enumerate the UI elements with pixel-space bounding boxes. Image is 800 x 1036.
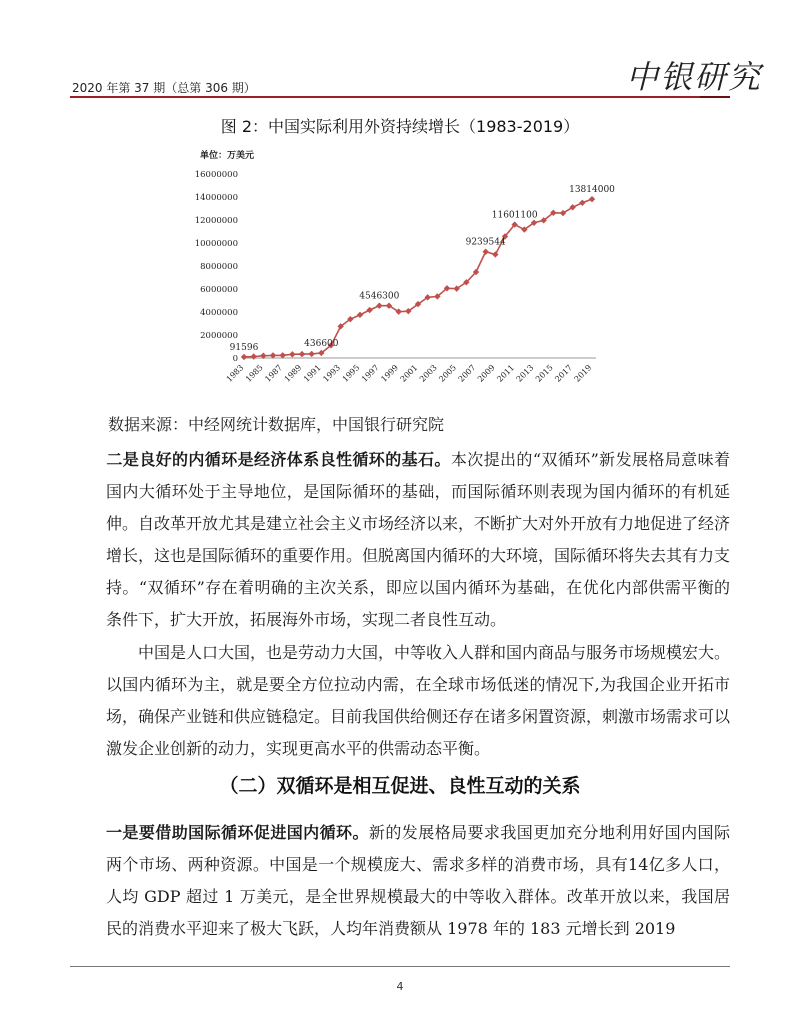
- line-chart: [194, 142, 615, 392]
- data-label: 91596: [229, 342, 259, 353]
- data-point: [579, 200, 585, 206]
- section-subheading: （二）双循环是相互促进、良性互动的关系: [219, 775, 581, 797]
- x-tick-label: 2003: [417, 363, 439, 384]
- paragraph-2: [106, 637, 730, 765]
- data-label: 436600: [304, 338, 339, 349]
- paragraph-3-lead: 一是要借助国际循环促进国内循环。: [106, 823, 369, 842]
- y-tick-label: 4000000: [200, 308, 238, 318]
- paragraph-2-text: 中国是人口大国，也是劳动力大国，中等收入人群和国内商品与服务市场规模宏大。以国内循环为主，就是要全方位拉动内需，在全球市场低迷的情况下,为我国企业开拓市场，确保产业链和供应链稳定。目前我国供给侧还存在诸多闲置资源，刺激市场需求可以激发企业创新的动力，实现更高水平的供需动态平衡。: [106, 643, 731, 758]
- header-rule: [70, 96, 730, 98]
- data-label: 9239544: [465, 237, 506, 248]
- x-tick-label: 2017: [553, 363, 575, 384]
- x-tick-label: 1989: [282, 363, 304, 384]
- x-tick-label: 1995: [340, 363, 362, 384]
- x-tick-label: 2007: [456, 363, 478, 384]
- data-point: [299, 351, 305, 357]
- data-point: [357, 312, 363, 318]
- chart-unit-label: 单位：万美元: [200, 151, 255, 161]
- data-point: [482, 249, 488, 255]
- paragraph-1-lead: 二是良好的内循环是经济体系良性循环的基石。: [106, 450, 451, 469]
- x-tick-label: 2019: [572, 363, 594, 384]
- footer-rule: [70, 966, 730, 967]
- data-point: [589, 196, 595, 202]
- data-point: [492, 251, 498, 257]
- figure-title: 图 2：中国实际利用外资持续增长（1983-2019）: [220, 117, 580, 136]
- x-tick-label: 1983: [224, 363, 246, 384]
- y-tick-label: 16000000: [194, 170, 238, 180]
- x-tick-label: 2009: [475, 363, 497, 384]
- x-tick-label: 1993: [321, 363, 343, 384]
- data-point: [376, 303, 382, 309]
- series-line: [244, 199, 592, 357]
- x-tick-label: 2013: [514, 363, 536, 384]
- y-tick-label: 14000000: [194, 193, 238, 203]
- paragraph-3-text: 新的发展格局要求我国更加充分地利用好国内国际两个市场、两种资源。中国是一个规模庞大、需求多样的消费市场，具有14亿多人口，人均 GDP 超过 1 万美元，是全世界规模最大的中等收入群体。改革开放以来，我国居民的消费水平迎来了极大飞跃，人均年消费额从 1978 年的 183 元增长到 2019: [106, 823, 730, 938]
- page-number: 4: [396, 980, 404, 993]
- x-tick-label: 2005: [437, 363, 459, 384]
- data-point: [250, 353, 256, 359]
- y-tick-label: 0: [232, 354, 238, 364]
- paragraph-3: [106, 817, 730, 945]
- x-tick-label: 1991: [301, 363, 323, 384]
- header-rule-accent: [700, 96, 730, 98]
- y-tick-label: 8000000: [200, 262, 238, 272]
- x-tick-label: 1987: [263, 363, 285, 384]
- x-tick-label: 1999: [379, 363, 401, 384]
- y-tick-label: 10000000: [194, 239, 238, 249]
- data-point: [366, 307, 372, 313]
- x-tick-label: 1985: [243, 363, 265, 384]
- brand-logo: 中银研究: [626, 58, 763, 96]
- paragraph-1-text: 本次提出的“双循环”新发展格局意味着国内大循环处于主导地位，是国际循环的基础，而国际循环则表现为国内循环的有机延伸。自改革开放尤其是建立社会主义市场经济以来，不断扩大对外开放有力地促进了经济增长，这也是国际循环的重要作用。但脱离国内循环的大环境，国际循环将失去其有力支持。“双循环”存在着明确的主次关系，即应以国内循环为基础，在优化内部供需平衡的条件下，扩大开放，拓展海外市场，实现二者良性互动。: [106, 450, 731, 629]
- data-label: 11601100: [491, 210, 538, 221]
- paragraph-1: [106, 444, 730, 636]
- data-label: 13814000: [569, 185, 615, 196]
- data-label: 4546300: [359, 291, 400, 302]
- data-point: [308, 351, 314, 357]
- chart-container: [194, 142, 615, 392]
- source-note: 数据来源：中经网统计数据库，中国银行研究院: [108, 415, 445, 434]
- x-tick-label: 2011: [495, 363, 517, 384]
- y-tick-label: 2000000: [200, 331, 238, 341]
- x-tick-label: 2015: [533, 363, 555, 384]
- y-tick-label: 12000000: [194, 216, 238, 226]
- data-point: [289, 351, 295, 357]
- data-point: [241, 354, 247, 360]
- y-tick-label: 6000000: [200, 285, 238, 295]
- x-tick-label: 2001: [398, 363, 420, 384]
- issue-label: 2020 年第 37 期（总第 306 期）: [72, 81, 256, 95]
- x-tick-label: 1997: [359, 363, 381, 384]
